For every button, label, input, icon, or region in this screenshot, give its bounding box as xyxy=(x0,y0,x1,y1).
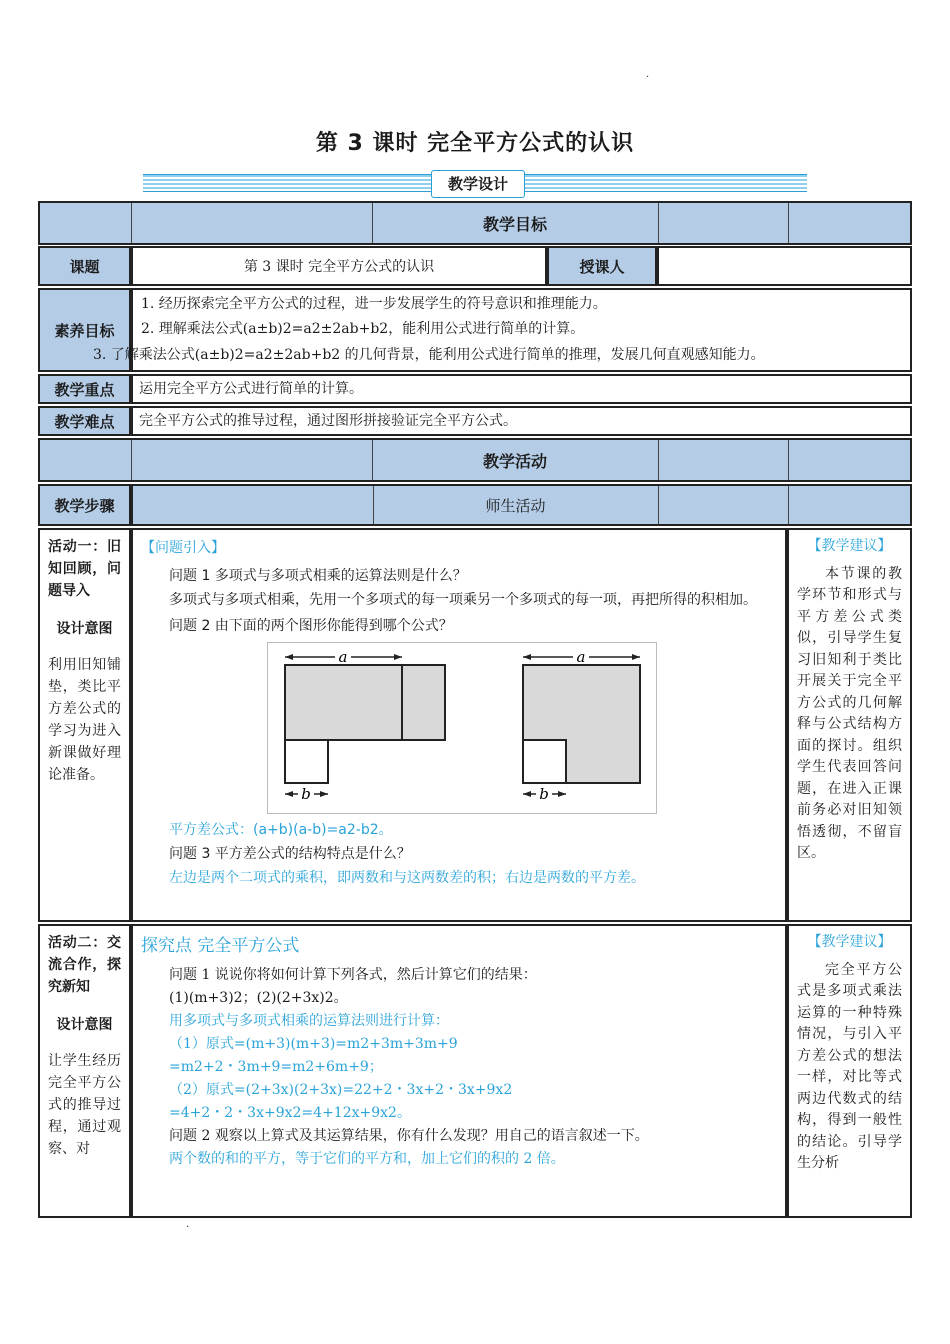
activity1-tip-head: 【教学建议】 xyxy=(807,538,892,554)
figure-svg xyxy=(268,643,656,813)
activity2-content xyxy=(131,924,787,1218)
activity2-a2: 两个数的和的平方，等于它们的平方和，加上它们的积的 2 倍。 xyxy=(169,1151,565,1167)
arrowhead xyxy=(285,791,293,797)
activity2-tip-text: 完全平方公式是多项式乘法运算的一种特殊情况，与引入平方差公式的想法一样，对比等式两边代数式的结构，得到一般性的结论。引导学生分析 xyxy=(797,961,902,1171)
objectives-header: 教学目标 xyxy=(482,214,547,234)
difficulty-value: 完全平方公式的推导过程，通过图形拼接验证完全平方公式。 xyxy=(131,406,912,436)
activity1-a1: 多项式与多项式相乘，先用一个多项式的每一项乘另一个多项式的每一项，再把所得的积相加。 xyxy=(169,592,757,608)
literacy-label: 素养目标 xyxy=(38,288,131,372)
activities-header-row xyxy=(38,438,912,482)
activity1-content xyxy=(131,528,787,922)
page-title: 第 3 课时 完全平方公式的认识 xyxy=(315,131,635,156)
activity1-intent-label: 设计意图 xyxy=(56,621,113,637)
arrowhead xyxy=(632,654,640,660)
teacher-label: 授课人 xyxy=(547,246,657,286)
left-large-rect xyxy=(285,665,445,740)
activity2-line1: 用多项式与多项式相乘的运算法则进行计算： xyxy=(169,1013,449,1029)
section-banner xyxy=(143,170,807,196)
activity2-q1b: (1)(m+3)2；(2)(2+3x)2。 xyxy=(169,990,348,1006)
activity1-q3: 问题 3 平方差公式的结构特点是什么？ xyxy=(169,846,411,862)
right-small-square xyxy=(523,740,566,783)
activities-header: 教学活动 xyxy=(482,451,547,471)
activity1-q2: 问题 2 由下面的两个图形你能得到哪个公式？ xyxy=(169,618,453,634)
page-dot: · xyxy=(646,72,650,83)
activity2-tip xyxy=(787,924,912,1218)
right-l-shape xyxy=(523,665,640,783)
activity2-title: 活动二：交流合作，探究新知 xyxy=(48,935,121,995)
difficulty-label: 教学难点 xyxy=(38,406,131,436)
activity-header: 师生活动 xyxy=(485,496,546,515)
activity2-q1: 问题 1 说说你将如何计算下列各式，然后计算它们的结果： xyxy=(169,967,537,983)
objectives-header-row xyxy=(38,201,912,245)
arrowhead xyxy=(523,654,531,660)
right-label-a: a xyxy=(576,648,586,666)
activity1-a3: 左边是两个二项式的乘积，即两数和与这两数差的积；右边是两数的平方差。 xyxy=(169,870,645,886)
activity2-line2: （1）原式=(m+3)(m+3)=m2+3m+3m+9 xyxy=(169,1036,458,1052)
activity2-q2: 问题 2 观察以上算式及其运算结果，你有什么发现？用自己的语言叙述一下。 xyxy=(169,1128,649,1144)
teacher-value xyxy=(657,246,912,286)
activity1-title: 活动一：旧知回顾，问题导入 xyxy=(48,539,121,599)
left-label-a: a xyxy=(338,648,348,666)
arrowhead xyxy=(394,654,402,660)
literacy-item: 1. 经历探索完全平方公式的过程，进一步发展学生的符号意识和推理能力。 xyxy=(141,296,607,312)
activity1-section: 【问题引入】 xyxy=(141,540,225,556)
activity2-side xyxy=(38,924,131,1218)
arrowhead xyxy=(523,791,531,797)
activity-header-cell xyxy=(131,484,912,526)
arrowhead xyxy=(558,791,566,797)
right-label-b: b xyxy=(539,785,549,803)
activity2-intent-label: 设计意图 xyxy=(56,1017,113,1033)
literacy-item: 3. 了解乘法公式(a±b)2=a2±2ab+b2 的几何背景，能利用公式进行简单的推理，发展几何直观感知能力。 xyxy=(93,347,765,363)
difference-of-squares-figure xyxy=(267,642,657,814)
activity1-formula: 平方差公式：(a+b)(a-b)=a2-b2。 xyxy=(169,822,393,838)
arrowhead xyxy=(285,654,293,660)
arrowhead xyxy=(320,791,328,797)
activity2-line4: （2）原式=(2+3x)(2+3x)=22+2・3x+2・3x+9x2 xyxy=(169,1082,513,1098)
activity1-tip xyxy=(787,528,912,922)
key-point-label: 教学重点 xyxy=(38,374,131,404)
topic-value: 第 3 课时 完全平方公式的认识 xyxy=(131,246,547,286)
literacy-item: 2. 理解乘法公式(a±b)2=a2±2ab+b2，能利用公式进行简单的计算。 xyxy=(141,321,585,337)
activity2-section: 探究点 完全平方公式 xyxy=(141,936,300,956)
activity1-tip-text: 本节课的教学环节和形式与平方差公式类似，引导学生复习旧知利于类比开展关于完全平方公式的几何解释与公式结构方面的探讨。组织学生代表回答问题，在进入正课前务必对旧知领悟透彻，不留盲区。 xyxy=(797,565,902,861)
activity2-line5: =4+2・2・3x+9x2=4+12x+9x2。 xyxy=(169,1105,411,1121)
key-point-value: 运用完全平方公式进行简单的计算。 xyxy=(131,374,912,404)
left-small-square xyxy=(285,740,328,783)
activity2-intent: 让学生经历完全平方公式的推导过程，通过观察、对 xyxy=(48,1053,121,1157)
steps-label: 教学步骤 xyxy=(38,484,131,526)
activity2-line3: =m2+2・3m+9=m2+6m+9； xyxy=(169,1059,383,1075)
activity1-side xyxy=(38,528,131,922)
topic-label: 课题 xyxy=(38,246,131,286)
banner-label: 教学设计 xyxy=(431,170,525,198)
activity1-intent: 利用旧知铺垫，类比平方差公式的学习为进入新课做好理论准备。 xyxy=(48,657,121,783)
left-label-b: b xyxy=(301,785,311,803)
activity1-q1: 问题 1 多项式与多项式相乘的运算法则是什么？ xyxy=(169,568,467,584)
activity2-tip-head: 【教学建议】 xyxy=(807,934,892,950)
page-dot: · xyxy=(186,1222,190,1233)
